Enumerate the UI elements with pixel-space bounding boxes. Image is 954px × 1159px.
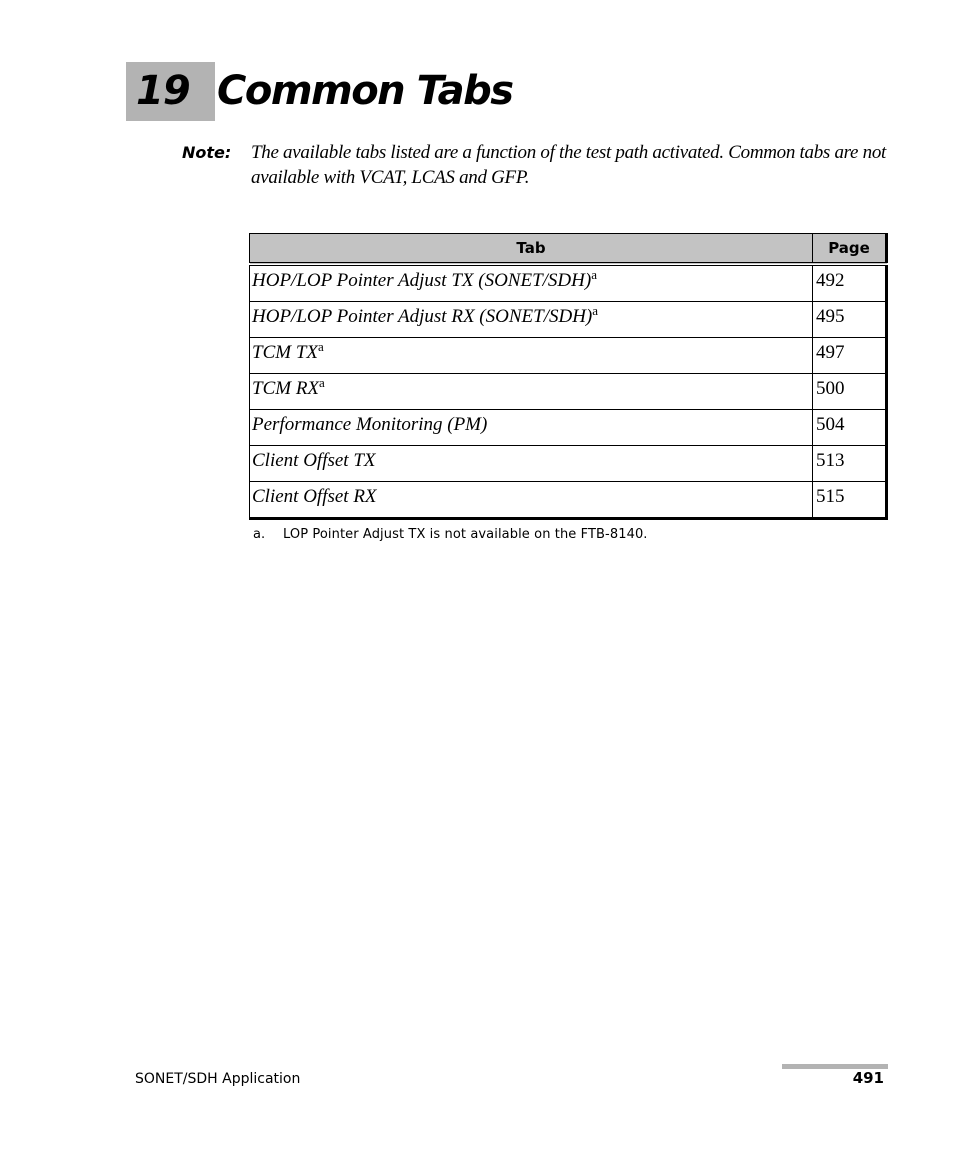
header-tab: Tab [250, 234, 813, 265]
page-ref: 504 [813, 410, 887, 446]
page-ref: 515 [813, 482, 887, 519]
table-row [250, 446, 887, 482]
tab-name: HOP/LOP Pointer Adjust TX (SONET/SDH) [252, 270, 592, 291]
table-row [250, 374, 887, 410]
page-ref: 497 [813, 338, 887, 374]
tab-name: TCM TX [252, 342, 318, 363]
tab-name-cell [250, 302, 813, 338]
page-ref: 495 [813, 302, 887, 338]
footnote-ref: a [319, 375, 325, 390]
page-ref: 500 [813, 374, 887, 410]
note-label: Note: [182, 143, 232, 162]
page-ref: 492 [813, 264, 887, 302]
footnote-ref: a [318, 339, 324, 354]
tab-name: Client Offset TX [252, 450, 376, 471]
chapter-title: Common Tabs [217, 68, 513, 114]
footnote-letter: a. [253, 527, 266, 542]
tab-name-cell [250, 374, 813, 410]
tab-name-cell [250, 264, 813, 302]
tab-name: TCM RX [252, 378, 320, 399]
tab-name-cell [250, 482, 813, 519]
footnote-text: LOP Pointer Adjust TX is not available on the FTB-8140. [283, 527, 648, 542]
table-row [250, 264, 887, 302]
tab-name-cell [250, 338, 813, 374]
table-row [250, 338, 887, 374]
table-row [250, 482, 887, 519]
tab-name-cell [250, 446, 813, 482]
common-tabs-table [249, 233, 888, 520]
header-page: Page [813, 234, 887, 265]
footnote-ref: a [591, 267, 597, 282]
note-text: The available tabs listed are a function of the test path activated. Common tabs are not available with VCAT, LCAS and GFP. [251, 142, 887, 188]
tab-name: Client Offset RX [252, 486, 377, 507]
tab-name: HOP/LOP Pointer Adjust RX (SONET/SDH) [252, 306, 593, 327]
chapter-number: 19 [136, 68, 190, 114]
table-header-row [250, 234, 887, 265]
footnote-ref: a [592, 303, 599, 318]
page-ref: 513 [813, 446, 887, 482]
tab-name: Performance Monitoring (PM) [252, 414, 488, 435]
tab-name-cell [250, 410, 813, 446]
table-row [250, 302, 887, 338]
table-row [250, 410, 887, 446]
footer-section: SONET/SDH Application [135, 1071, 301, 1087]
page-number: 491 [852, 1069, 884, 1087]
